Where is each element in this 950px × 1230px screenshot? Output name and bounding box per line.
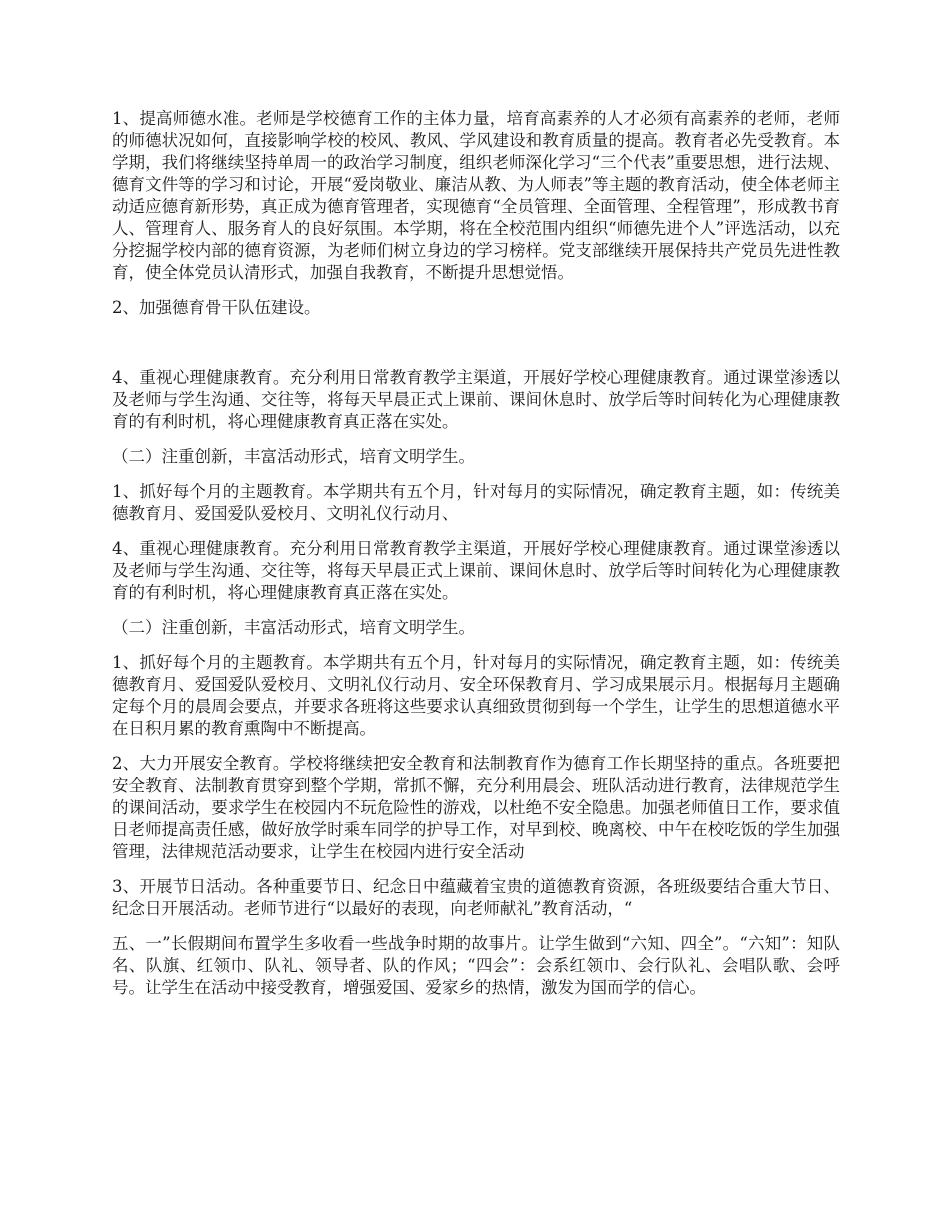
paragraph-teacher-ethics: 1、提高师德水准。老师是学校德育工作的主体力量，培育高素养的人才必须有高素养的老师，老师的师德状况如何，直接影响学校的校风、教风、学风建设和教育质量的提高。教育者必先受教育。本学期，我们将继续坚持单周一的政治学习制度，组织老师深化学习“三个代表”重要思想，进行法规、德育文件等的学习和讨论，开展“爱岗敬业、廉洁从教、为人师表”等主题的教育活动，使全体老师主动适应德育新形势，真正成为德育管理者，实现德育“全员管理、全面管理、全程管理”，形成教书育人、管理育人、服务育人的良好氛围。本学期，将在全校范围内组织“师德先进个人”评选活动，以充分挖掘学校内部的德育资源，为老师们树立身边的学习榜样。党支部继续开展保持共产党员先进性教育，使全体党员认清形式，加强自我教育，不断提升思想觉悟。	[112, 109, 840, 282]
paragraph-may-day: 五、一”长假期间布置学生多收看一些战争时期的故事片。让学生做到“六知、四全”。“六知”：知队名、队旗、红领巾、队礼、领导者、队的作风；“四会”：会系红领巾、会行队礼、会唱队歌、会呼号。让学生在活动中接受教育，增强爱国、爱家乡的热情，激发为国而学的信心。	[112, 934, 840, 997]
paragraph-mental-health: 4、重视心理健康教育。充分利用日常教育教学主渠道，开展好学校心理健康教育。通过课堂渗透以及老师与学生沟通、交往等，将每天早晨正式上课前、课间休息时、放学后等时间转化为心理健康教育的有利时机，将心理健康教育真正落在实处。	[112, 368, 840, 431]
paragraph-monthly-theme-short: 1、抓好每个月的主题教育。本学期共有五个月，针对每月的实际情况，确定教育主题，如：传统美德教育月、爱国爱队爱校月、文明礼仪行动月、	[112, 482, 840, 523]
paragraph-safety-education: 2、大力开展安全教育。学校将继续把安全教育和法制教育作为德育工作长期坚持的重点。各班要把安全教育、法制教育贯穿到整个学期，常抓不懈，充分利用晨会、班队活动进行教育，法律规范学生的课间活动，要求学生在校园内不玩危险性的游戏，以杜绝不安全隐患。加强老师值日工作，要求值日老师提高责任感，做好放学时乘车同学的护导工作，对早到校、晚离校、中午在校吃饭的学生加强管理，法律规范活动要求，让学生在校园内进行安全活动	[112, 754, 840, 861]
paragraph-monthly-theme: 1、抓好每个月的主题教育。本学期共有五个月，针对每月的实际情况，确定教育主题，如：传统美德教育月、爱国爱队爱校月、文明礼仪行动月、安全环保教育月、学习成果展示月。根据每月主题确定每个月的晨周会要点，并要求各班将这些要求认真细致贯彻到每一个学生，让学生的思想道德水平在日积月累的教育熏陶中不断提高。	[112, 653, 840, 738]
paragraph-mental-health-repeat: 4、重视心理健康教育。充分利用日常教育教学主渠道，开展好学校心理健康教育。通过课堂渗透以及老师与学生沟通、交往等，将每天早晨正式上课前、课间休息时、放学后等时间转化为心理健康教育的有利时机，将心理健康教育真正落在实处。	[112, 539, 840, 602]
section-heading-innovation-repeat: （二）注重创新，丰富活动形式，培育文明学生。	[112, 618, 475, 637]
section-heading-innovation: （二）注重创新，丰富活动形式，培育文明学生。	[112, 447, 475, 466]
paragraph-moral-staff: 2、加强德育骨干队伍建设。	[112, 298, 321, 317]
paragraph-holiday-activities: 3、开展节日活动。各种重要节日、纪念日中蕴藏着宝贵的道德教育资源，各班级要结合重大节日、纪念日开展活动。老师节进行“以最好的表现，向老师献礼”教育活动，“	[112, 877, 840, 918]
document-body	[112, 108, 840, 1012]
blank-gap	[112, 332, 840, 367]
